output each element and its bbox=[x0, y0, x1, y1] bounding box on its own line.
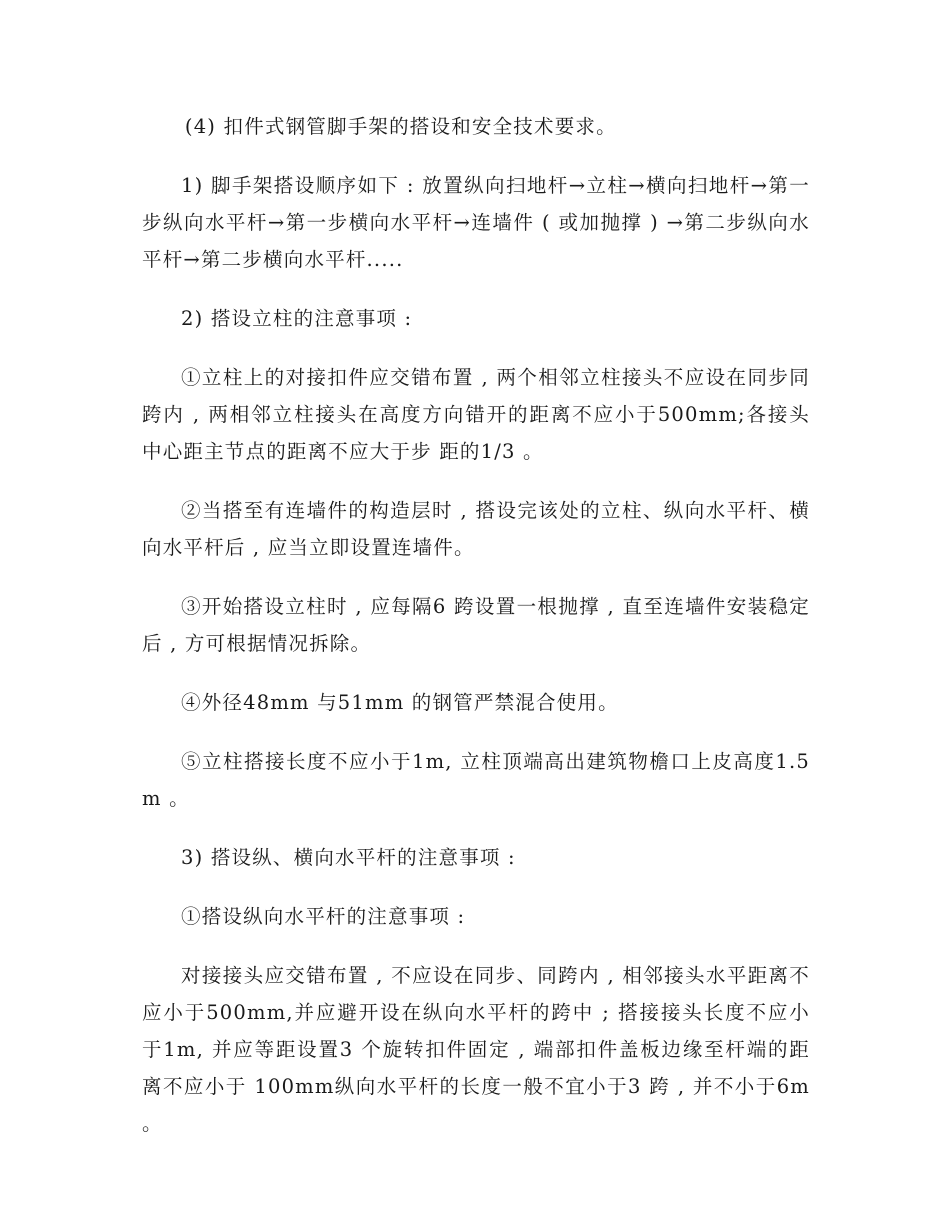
document-page bbox=[142, 108, 810, 1164]
paragraph-item-3: ③开始搭设立柱时 , 应每隔6 跨设置一根抛撑 , 直至连墙件安装稳定后 , 方可根据情况拆除。 bbox=[142, 595, 810, 655]
subheading-longitudinal-bar-notes: ①搭设纵向水平杆的注意事项 : bbox=[181, 905, 466, 928]
paragraph-item-5: ⑤立柱搭接长度不应小于1m, 立柱顶端高出建筑物檐口上皮高度1.5m 。 bbox=[142, 750, 810, 810]
paragraph-erection-sequence: 1) 脚手架搭设顺序如下 : 放置纵向扫地杆→立柱→横向扫地杆→第一步纵向水平杆→第一步横向水平杆→连墙件 ( 或加抛撑 ) →第二步纵向水平杆→第二步横向水平杆..... bbox=[142, 174, 810, 271]
paragraph-item-4: ④外径48mm 与51mm 的钢管严禁混合使用。 bbox=[181, 691, 619, 714]
paragraph-item-2: ②当搭至有连墙件的构造层时 , 搭设完该处的立柱、纵向水平杆、横向水平杆后 , 应当立即设置连墙件。 bbox=[142, 499, 810, 559]
paragraph-item-1: ①立柱上的对接扣件应交错布置 , 两个相邻立柱接头不应设在同步同跨内 , 两相邻立柱接头在高度方向错开的距离不应小于500mm;各接头中心距主节点的距离不应大于步 距的1/3 。 bbox=[142, 366, 810, 463]
subheading-horizontal-bar-notes: 3) 搭设纵、横向水平杆的注意事项 : bbox=[181, 846, 516, 869]
paragraph-joint-details: 对接接头应交错布置 , 不应设在同步、同跨内 , 相邻接头水平距离不应小于500mm,并应避开设在纵向水平杆的跨中 ; 搭接接头长度不应小于1m, 并应等距设置3 个旋转扣件固定 , 端部扣件盖板边缘至杆端的距离不应小于 100mm纵向水平杆的长度一般不宜小于3 跨 , 并不小于6m 。 bbox=[142, 964, 810, 1135]
section-heading: (4) 扣件式钢管脚手架的搭设和安全技术要求。 bbox=[184, 115, 617, 138]
subheading-upright-notes: 2) 搭设立柱的注意事项 : bbox=[181, 307, 413, 330]
